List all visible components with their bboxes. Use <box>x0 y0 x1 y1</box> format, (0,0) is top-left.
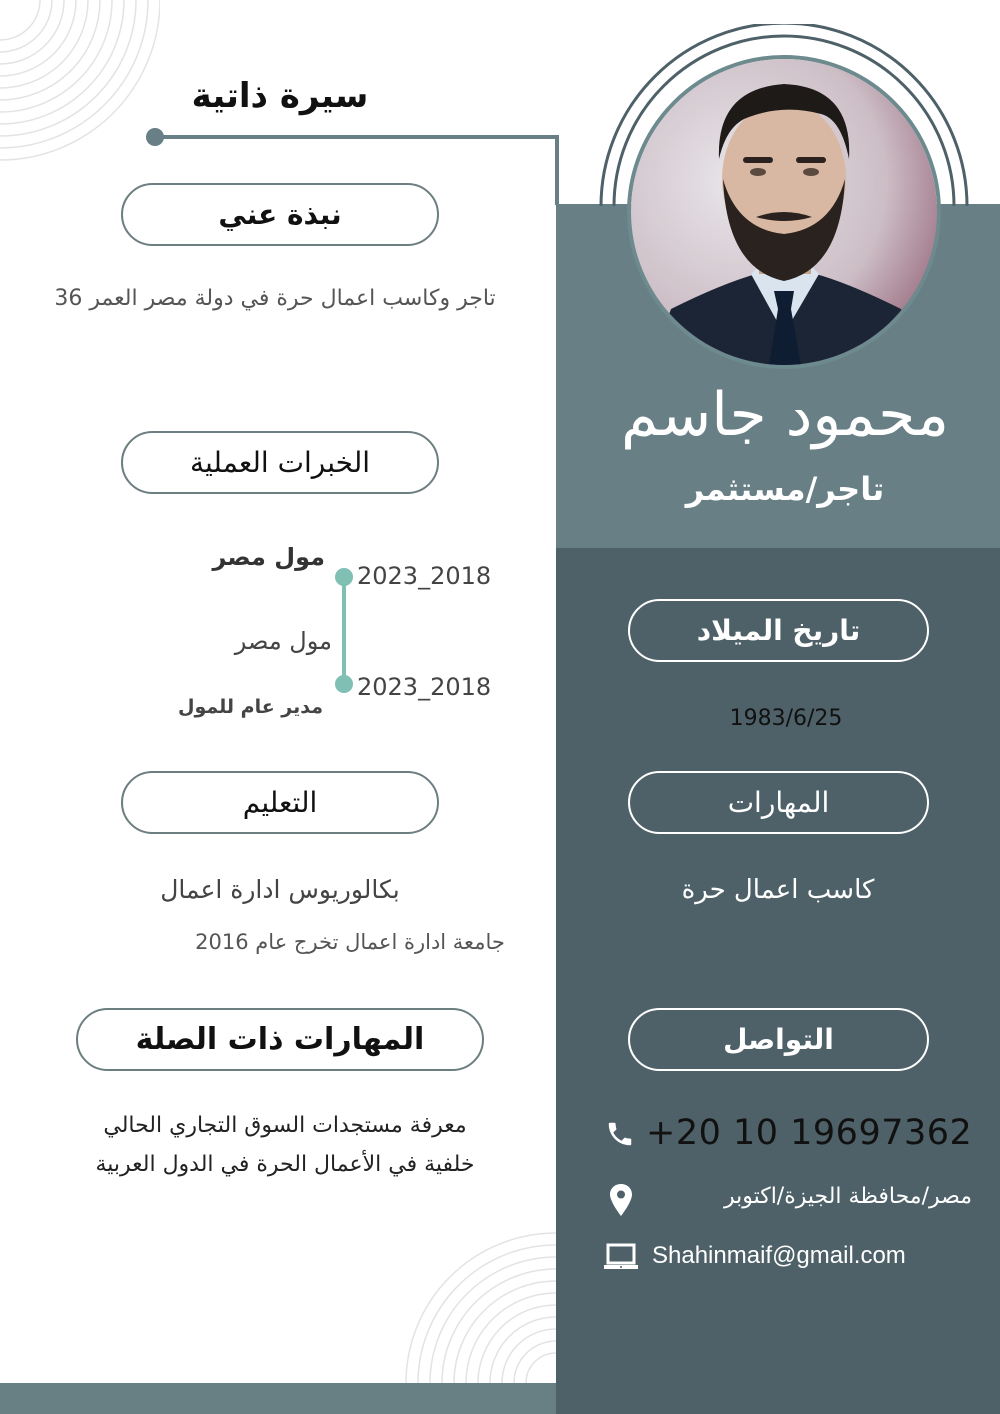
profile-photo <box>627 55 941 369</box>
about-heading: نبذة عني <box>218 198 342 231</box>
experience-timeline-line <box>342 577 346 685</box>
experience-period-1: 2023_2018 <box>357 562 492 590</box>
education-heading-pill <box>121 771 439 834</box>
about-text: تاجر وكاسب اعمال حرة في دولة مصر العمر 36 <box>54 286 496 311</box>
education-degree: بكالوريوس ادارة اعمال <box>160 875 400 904</box>
experience-heading: الخبرات العملية <box>189 446 371 479</box>
profile-role: تاجر/مستثمر <box>685 470 885 508</box>
contact-heading: التواصل <box>723 1023 834 1056</box>
birth-date: 1983/6/25 <box>729 706 843 731</box>
contact-email[interactable]: Shahinmaif@gmail.com <box>652 1242 906 1269</box>
experience-place-1: مول مصر <box>212 543 325 571</box>
title-underline <box>155 135 559 139</box>
profile-name: محمود جاسم <box>621 380 949 450</box>
title-line-dot <box>146 128 164 146</box>
experience-period-2: 2023_2018 <box>357 673 492 701</box>
timeline-dot <box>335 568 353 586</box>
related-skill-item-2: خلفية في الأعمال الحرة في الدول العربية <box>95 1152 475 1177</box>
education-heading: التعليم <box>242 786 318 819</box>
decorative-rings-top <box>0 0 160 170</box>
related-skill-item-1: معرفة مستجدات السوق التجاري الحالي <box>103 1113 467 1138</box>
skills-value: كاسب اعمال حرة <box>681 875 875 905</box>
skills-heading: المهارات <box>727 786 830 819</box>
contact-address: مصر/محافظة الجيزة/اكتوبر <box>723 1184 972 1209</box>
experience-place-2: مول مصر <box>234 627 332 655</box>
contact-heading-pill <box>628 1008 929 1071</box>
contact-phone[interactable]: +20 10 19697362 <box>646 1113 973 1153</box>
decorative-rings-bottom <box>395 1225 556 1383</box>
education-details: جامعة ادارة اعمال تخرج عام 2016 <box>195 930 505 954</box>
page-title: سيرة ذاتية <box>191 76 369 116</box>
birth-heading: تاريخ الميلاد <box>696 614 861 647</box>
experience-heading-pill <box>121 431 439 494</box>
related-skills-heading: المهارات ذات الصلة <box>135 1022 425 1057</box>
laptop-icon <box>603 1243 639 1271</box>
title-connector-line <box>555 135 559 205</box>
skills-heading-pill <box>628 771 929 834</box>
birth-heading-pill <box>628 599 929 662</box>
phone-icon <box>605 1119 635 1149</box>
timeline-dot <box>335 675 353 693</box>
footer-bar <box>0 1383 556 1414</box>
info-panel <box>556 548 1000 1414</box>
experience-position-2: مدير عام للمول <box>178 696 323 718</box>
location-pin-icon <box>609 1184 633 1216</box>
portrait-image <box>631 59 937 365</box>
about-heading-pill <box>121 183 439 246</box>
related-skills-heading-pill <box>76 1008 484 1071</box>
